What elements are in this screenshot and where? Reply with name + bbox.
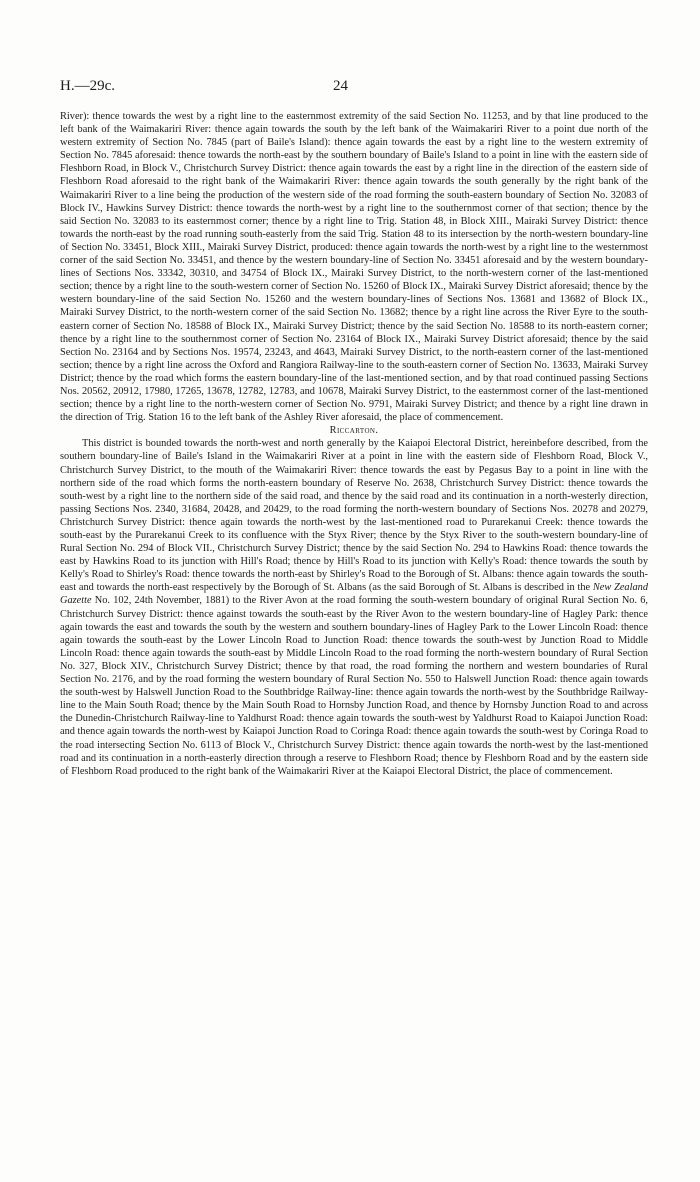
page-number: 24: [333, 78, 348, 94]
boundary-paragraph-continued: River): thence towards the west by a right line to the easternmost extremity of the said Section No. 11253, and by that line produced to the left bank of the Waimakariri River: thence again towards the south by the left bank of the Waimakariri River to a point due north of the western extremity of Section No. 7845 (part of Baile's Island): thence again towards the east by a right line to the western extremity of Section No. 7845 aforesaid: thence towards the north-east by the southern boundary of Baile's Island to a point in line with the eastern side of Fleshborn Road, in Block V., Christchurch Survey District: thence again towards the east by a right line in the direction of the eastern side of Fleshborn Road aforesaid to the right bank of the Waimakariri River: thence again towards the south generally by the right bank of the Waimakariri River to a line being the production of the western side of the road forming the south-eastern boundary of Section No. 32083 of Block IV., Hawkins Survey District: thence towards the north-west by a right line to the southernmost corner of that section; thence by the said Section No. 32083 to its easternmost corner; thence by a right line to Trig. Station 48, in Block XIII., Mairaki Survey District: thence towards the north-east by the road running south-easterly from the said Trig. Station 48 to its intersection by the north-western boundary-line of Section No. 33451, Block XIII., Mairaki Survey District, produced: thence again towards the north-west by a right line to the westernmost corner of the said Section No. 33451, and thence by the western boundary-line of Section No. 33451 aforesaid and by the western boundary-lines of Sections Nos. 33342, 30310, and 34754 of Block IX., Mairaki Survey District, to the north-western corner of the last-mentioned section; thence by a right line to the south-western corner of Section No. 15260 of Block IX., Mairaki Survey District aforesaid; thence by the western boundary-line of the said Section No. 15260 and the western boundary-lines of Sections Nos. 13681 and 13682 of Block IX., Mairaki Survey District, to the north-western corner of the said Section No. 13682; thence by a right line across the River Eyre to the south-eastern corner of Section No. 18588 of Block IX., Mairaki Survey District; thence by the said Section No. 18588 to its north-eastern corner; thence by a right line to the southernmost corner of Section No. 23164 of Block IX., Mairaki Survey District aforesaid; thence by the said Section No. 23164 and by Sections Nos. 19574, 23243, and 4643, Mairaki Survey District, to the north-eastern corner of the last-mentioned section; thence by a right line across the Oxford and Rangiora Railway-line to the south-eastern corner of Section No. 13633, Mairaki Survey District; thence by the road which forms the eastern boundary-line of the last-mentioned section, and by that road continued passing Sections Nos. 20562, 20912, 17980, 17265, 13678, 12782, 12783, and 10678, Mairaki Survey District, to the easternmost corner of the last-mentioned section; thence by a right line to the north-western corner of Section No. 9791, Mairaki Survey District; and thence by a right line drawn in the direction of Trig. Station 16 to the left bank of the Ashley River aforesaid, the place of commencement.: [60, 111, 648, 424]
riccarton-paragraph: [60, 437, 648, 777]
gazette-title: New Zealand Gazette: [60, 582, 648, 607]
page-header: [60, 78, 648, 98]
document-reference: H.—29c.: [60, 78, 115, 94]
riccarton-text-part2: No. 102, 24th November, 1881) to the River Avon at the road forming the south-western boundary of original Rural Section No. 6, Christchurch Survey District: thence against towards the south-east by the River Avon to the western boundary-line of Hagley Park: thence again towards the east and towards the south by the western and southern boundary-lines of Hagley Park to the Lower Lincoln Road: thence again towards the south-east by the Lower Lincoln Road to Junction Road: thence towards the south-west by Junction Road to Middle Lincoln Road: thence again towards the south-east by Middle Lincoln Road to the road forming the north-western boundary of Rural Section No. 327, Block XIV., Christchurch Survey District; thence by that road, the road forming the northern and western boundaries of Rural Section No. 2176, and by the road forming the western boundary of Rural Section No. 550 to Halswell Junction Road: thence again towards the south-west by Halswell Junction Road to the Southbridge Railway-line: thence again towards the north-west by the Southbridge Railway-line to the Main South Road; thence by the Main South Road to Hornsby Junction Road, and thence by Hornsby Junction Road to and across the Dunedin-Christchurch Railway-line to Yaldhurst Road: thence again towards the south-west by Yaldhurst Road to Kaiapoi Junction Road: and thence again towards the north-west by Kaiapoi Junction Road to Coringa Road: thence again towards the south-west by Coringa Road to the road intersecting Section No. 6113 of Block V., Christchurch Survey District: thence again towards the north-west by the last-mentioned road and its continuation in a north-easterly direction through a reserve to Fleshborn Road; thence by Fleshborn Road and by the eastern side of Fleshborn Road produced to the right bank of the Waimakariri River at the Kaiapoi Electoral District, the place of commencement.: [60, 595, 648, 777]
riccarton-text-part1: This district is bounded towards the north-west and north generally by the Kaiapoi Electoral District, hereinbefore described, from the southern boundary-line of Baile's Island in the Waimakariri River at a point in line with the eastern side of Fleshborn Road, Block V., Christchurch Survey District, to the mouth of the Waimakariri River: thence towards the east by Pegasus Bay to a point in line with the northern side of the road which forms the north-eastern boundary of Reserve No. 2638, Christchurch Survey District: thence towards the south-west by a right line to the northern side of the said road, and thence by the said road and its continuation in a north-westerly direction, passing Sections Nos. 2340, 31684, 20428, and 20429, to the road forming the north-western boundary of Sections Nos. 20278 and 20279, Christchurch Survey District: thence again towards the north-west by the last-mentioned road to Purarekanui Creek: thence towards the south-east by the Purarekanui Creek to its confluence with the Styx River; thence by the Styx River to the south-western boundary-line of Rural Section No. 294 of Block VII., Christchurch Survey District; thence by the said Section No. 294 to Hawkins Road: thence towards the east by Hawkins Road to its junction with Hill's Road; thence by Hill's Road to its junction with Kelly's Road: thence towards the south by Kelly's Road to Shirley's Road: thence towards the north-east by Shirley's Road to the Borough of St. Albans: thence again towards the south-east and towards the north-east respectively by the Borough of St. Albans (as the said Borough of St. Albans is described in the: [60, 438, 648, 594]
document-body: [60, 110, 648, 778]
section-heading: Riccarton.: [329, 425, 379, 437]
